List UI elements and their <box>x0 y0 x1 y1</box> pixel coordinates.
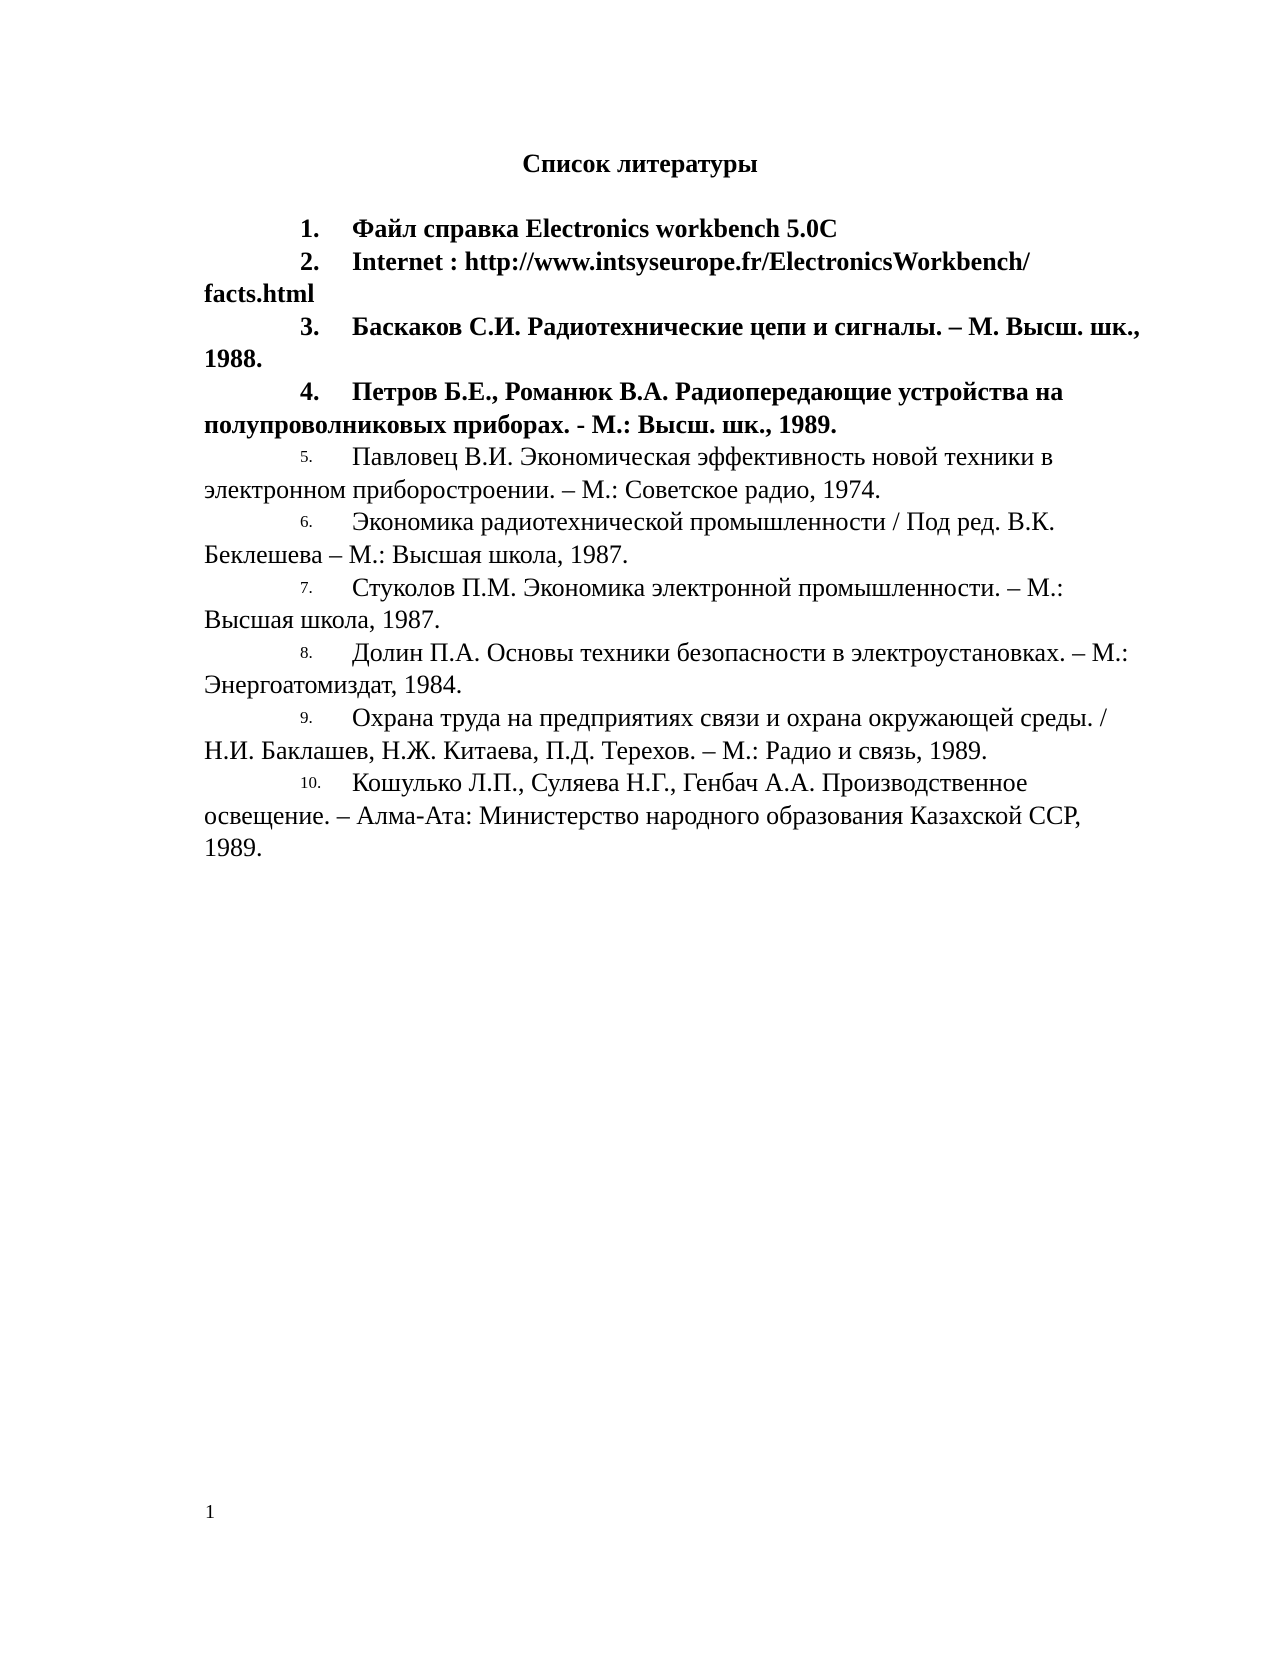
reference-list <box>204 213 1144 865</box>
reference-text: Охрана труда на предприятиях связи и охрана окружающей среды. / Н.И. Баклашев, Н.Ж. Китаева, П.Д. Терехов. – М.: Радио и связь, 1989. <box>204 702 1107 765</box>
reference-item <box>204 637 1144 702</box>
reference-text: Павловец В.И. Экономическая эффективность новой техники в электронном приборостроении. – М.: Советское радио, 1974. <box>204 442 1054 504</box>
reference-number: 10. <box>300 773 322 793</box>
reference-text: Петров Б.Е., Романюк В.А. Радиопередающие устройства на полупроволниковых приборах. - М.: Высш. шк., 1989. <box>204 376 1064 439</box>
reference-number: 2. <box>300 246 320 276</box>
reference-item <box>204 376 1144 441</box>
reference-number: 8. <box>300 642 313 662</box>
reference-text: Файл справка Electronics workbench 5.0C <box>352 214 838 243</box>
reference-item <box>204 441 1144 506</box>
reference-item <box>204 767 1144 865</box>
reference-item <box>204 702 1144 767</box>
reference-item <box>204 246 1144 311</box>
reference-number: 7. <box>300 577 313 597</box>
reference-number: 1. <box>300 214 320 243</box>
reference-item <box>204 506 1144 571</box>
reference-number: 9. <box>300 707 313 727</box>
reference-text: Баскаков С.И. Радиотехнические цепи и сигналы. – М. Высш. шк., 1988. <box>204 311 1140 374</box>
reference-number: 5. <box>300 447 313 467</box>
reference-item <box>204 572 1144 637</box>
reference-item <box>204 311 1144 376</box>
reference-text: Экономика радиотехнической промышленности / Под ред. В.К. Беклешева – М.: Высшая школа, 1987. <box>204 507 1056 569</box>
page-title: Список литературы <box>522 149 758 178</box>
reference-number: 6. <box>300 512 313 532</box>
page-number: 1 <box>205 1501 215 1523</box>
reference-number: 3. <box>300 311 320 341</box>
reference-text: Internet : http://www.intsyseurope.fr/ElectronicsWorkbench/ facts.html <box>204 246 1030 309</box>
reference-number: 4. <box>300 376 320 406</box>
reference-text: Кошулько Л.П., Суляева Н.Г., Генбач А.А. Производственное освещение. – Алма-Ата: Министерство народного образования Казахской ССР, 1989. <box>204 768 1082 863</box>
reference-text: Долин П.А. Основы техники безопасности в электроустановках. – М.: Энергоатомиздат, 1984. <box>204 637 1129 700</box>
reference-text: Стуколов П.М. Экономика электронной промышленности. – М.: Высшая школа, 1987. <box>204 572 1064 635</box>
reference-item <box>204 213 1144 246</box>
